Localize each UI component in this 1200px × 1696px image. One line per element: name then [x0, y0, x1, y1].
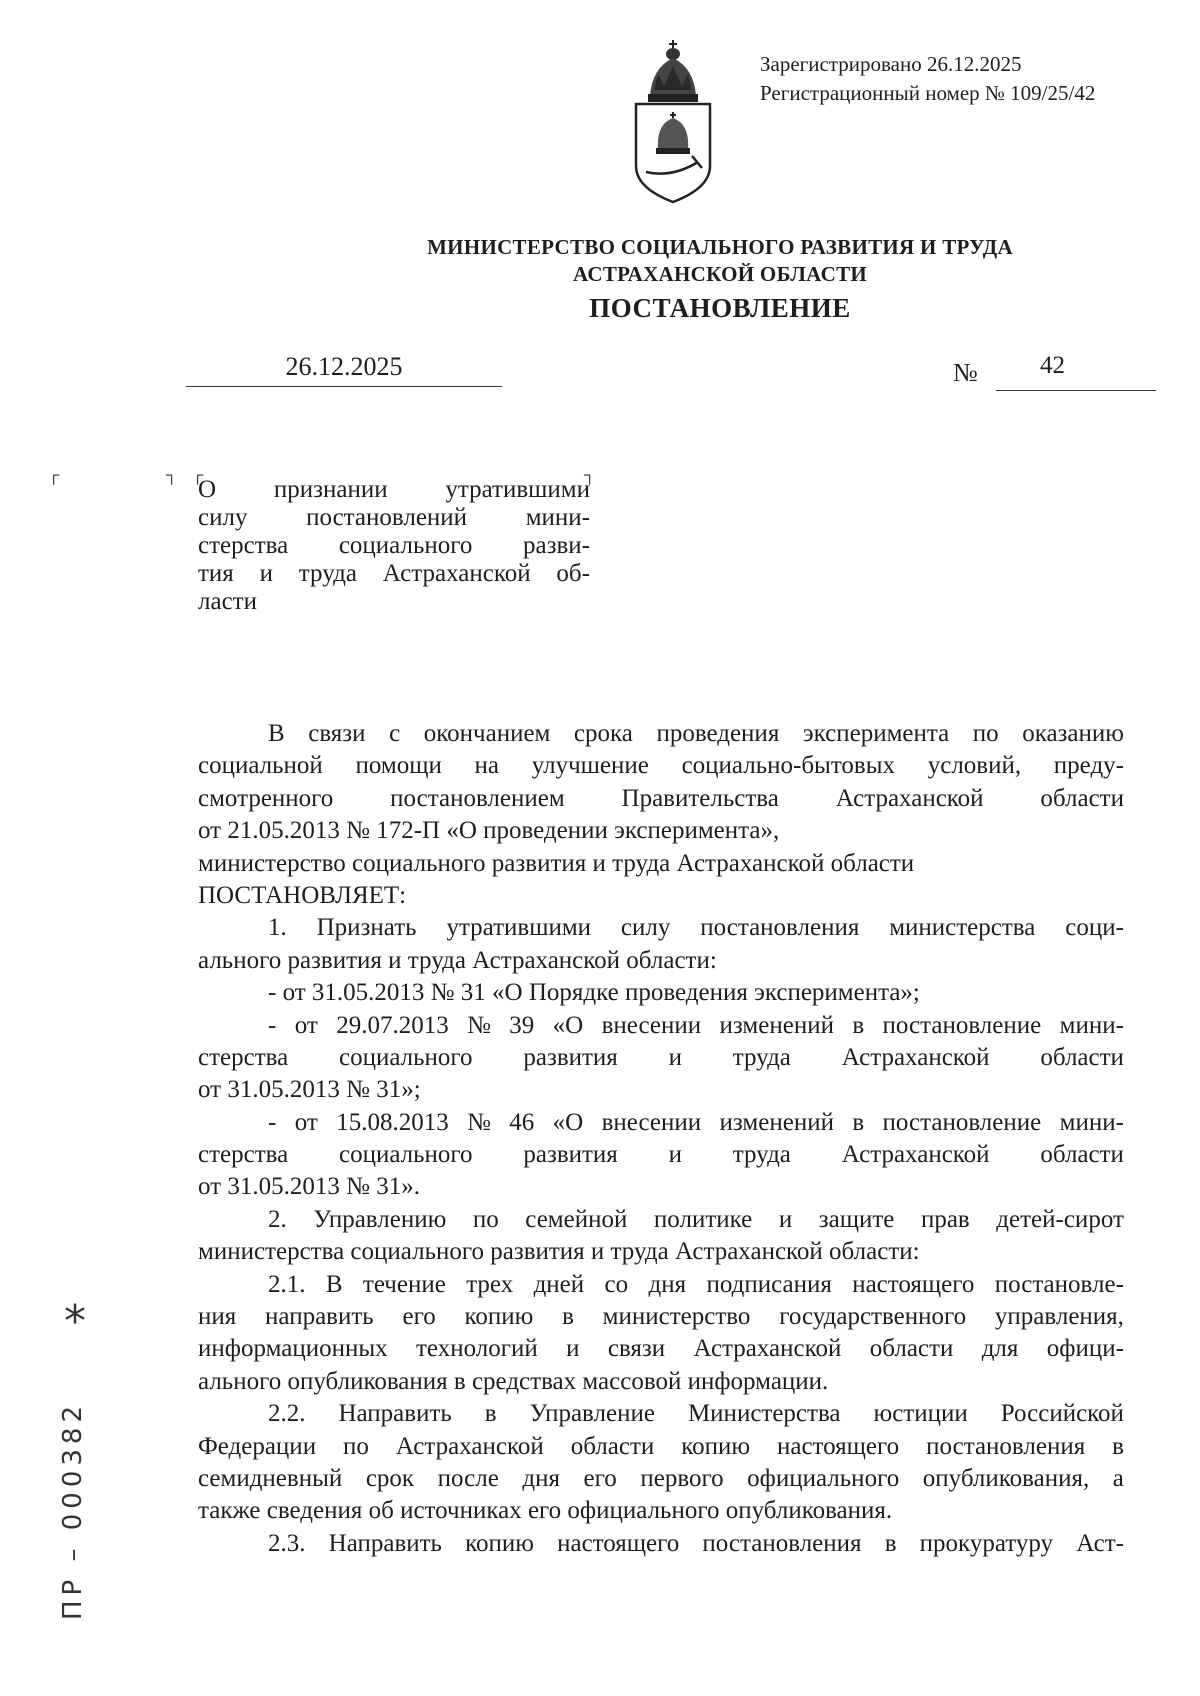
body-word: по [472, 1205, 499, 1233]
body-word: Управлению [313, 1205, 447, 1233]
body-line [198, 912, 1124, 944]
document-body [198, 718, 1124, 1560]
document-title [198, 476, 590, 616]
document-date: 26.12.2025 [285, 352, 403, 381]
body-word: Управление [529, 1400, 655, 1428]
body-word: связи [607, 1335, 666, 1363]
body-word: министерства [889, 914, 1036, 942]
margin-star: * [64, 1296, 86, 1347]
body-word: управления, [994, 1303, 1124, 1331]
title-word: постановлений [306, 504, 468, 531]
title-word: труда [298, 560, 357, 587]
body-word: соци- [1065, 914, 1124, 942]
body-word: постановлением [390, 784, 565, 812]
body-word: настоящего [557, 1529, 680, 1557]
body-word: и [668, 1141, 682, 1169]
body-word: 1. [268, 914, 287, 942]
body-word: постановления [702, 1529, 862, 1557]
body-word: на [474, 752, 500, 780]
body-word: в [1112, 1432, 1124, 1460]
body-word: социальной [198, 752, 323, 780]
title-word: разви- [523, 532, 590, 559]
title-word: об- [556, 560, 590, 587]
body-word: и [668, 1043, 682, 1071]
body-line: также сведения об источниках его официального опубликования. [198, 1497, 893, 1525]
document-heading [250, 234, 1190, 326]
body-word: области [1040, 1043, 1124, 1071]
body-word: постановле- [994, 1270, 1124, 1298]
body-word: юстиции [873, 1400, 968, 1428]
document-type: ПОСТАНОВЛЕНИЕ [589, 293, 851, 323]
title-word: ласти [198, 588, 257, 615]
body-word: Аст- [1076, 1529, 1124, 1557]
body-line [198, 1333, 1124, 1365]
body-word: труда [732, 1141, 791, 1169]
body-word: области [869, 1335, 954, 1363]
body-line [198, 1301, 1124, 1333]
body-word: стерства [198, 1141, 289, 1169]
body-word: Астраханской [395, 1432, 544, 1460]
body-word: срока [573, 720, 633, 747]
body-word: по [343, 1432, 369, 1460]
body-line [198, 1398, 1124, 1430]
number-underline [996, 390, 1156, 391]
body-word: прав [920, 1205, 970, 1233]
body-word: защите [818, 1205, 895, 1233]
body-word: а [1112, 1464, 1124, 1492]
title-word: и [259, 560, 273, 587]
body-word: труда [732, 1043, 791, 1071]
body-word: его [583, 1464, 617, 1492]
body-word: в [852, 1011, 865, 1039]
body-line [198, 1528, 1124, 1560]
title-line [198, 504, 590, 532]
title-word: Астраханской [382, 560, 531, 587]
body-word: В [268, 720, 285, 747]
body-word: дня [648, 1270, 687, 1298]
body-line [198, 1139, 1124, 1171]
body-word: внесении [601, 1108, 702, 1136]
body-word: № [467, 1011, 491, 1039]
body-word: течение [362, 1270, 446, 1298]
body-word: Направить [328, 1529, 442, 1557]
body-word: и [778, 1205, 793, 1233]
body-word: связи [308, 720, 366, 747]
body-line [198, 1269, 1124, 1301]
title-word: мини- [525, 504, 590, 531]
body-word: Астраханской [841, 1043, 990, 1071]
body-word: копию [681, 1432, 751, 1460]
body-word: развития [523, 1141, 618, 1169]
body-word: дней [533, 1270, 585, 1298]
body-word: ния [198, 1303, 237, 1331]
body-word: 2.2. [268, 1400, 306, 1428]
body-word: технологий [416, 1335, 538, 1363]
body-line: от 31.05.2013 № 31»; [198, 1076, 421, 1104]
body-word: трех [466, 1270, 514, 1298]
body-word: преду- [1053, 752, 1124, 780]
body-word: по [972, 720, 999, 747]
body-word: настоящего [776, 1432, 900, 1460]
number-label: № [953, 358, 978, 387]
body-word: «О [552, 1108, 584, 1136]
title-line [198, 560, 590, 588]
body-line [198, 1010, 1124, 1042]
body-word: области [1040, 1141, 1124, 1169]
body-word: опубликования, [922, 1464, 1090, 1492]
body-line [198, 718, 1124, 750]
body-word: области [570, 1432, 655, 1460]
body-word: информационных [198, 1335, 388, 1363]
body-word: 46 [509, 1108, 535, 1136]
title-word: признании [273, 476, 388, 503]
body-word: направить [265, 1303, 374, 1331]
body-word: «О [552, 1011, 584, 1039]
body-word: 2.1. [268, 1270, 306, 1298]
body-word: - [268, 1011, 277, 1039]
body-word: помощи [355, 752, 442, 780]
body-word: после [437, 1464, 499, 1492]
body-word: В [325, 1270, 343, 1298]
body-word: Министерства [687, 1400, 841, 1428]
title-word: утратившими [445, 476, 590, 503]
body-word: офици- [1046, 1335, 1124, 1363]
ministry-name-line2: АСТРАХАНСКОЙ ОБЛАСТИ [572, 262, 868, 286]
title-line [198, 588, 590, 616]
body-word: социально-бытовых [681, 752, 896, 780]
body-word: эксперимента [802, 720, 950, 747]
body-word: стерства [198, 1043, 289, 1071]
title-line [198, 476, 590, 504]
body-word: настоящего [852, 1270, 975, 1298]
body-word: Астраханской [835, 784, 984, 812]
body-word: в [884, 1529, 897, 1557]
body-word: Признать [316, 914, 417, 942]
body-word: семейной [525, 1205, 628, 1233]
body-line: от 31.05.2013 № 31». [198, 1173, 420, 1201]
body-line [198, 1463, 1124, 1495]
body-line: ального развития и труда Астраханской области: [198, 946, 717, 974]
body-word: в [852, 1108, 865, 1136]
corner-mark-title-left: ┌ [192, 467, 204, 484]
body-word: 15.08.2013 [336, 1108, 449, 1136]
title-word: стерства [198, 532, 289, 559]
body-word: внесении [601, 1011, 702, 1039]
body-word: силу [620, 914, 671, 942]
body-word: 29.07.2013 [336, 1011, 449, 1039]
body-word: подписания [706, 1270, 832, 1298]
body-word: постановление [882, 1011, 1042, 1039]
body-line [198, 1204, 1124, 1236]
body-word: и [566, 1335, 580, 1363]
body-line: министерство социального развития и труда Астраханской области [198, 849, 915, 877]
body-word: семидневный [198, 1464, 343, 1492]
title-word: социального [338, 532, 473, 559]
body-line [198, 1431, 1124, 1463]
body-line [198, 750, 1124, 782]
body-word: 2. [268, 1205, 287, 1233]
corner-mark-left: ┌ [48, 467, 60, 484]
body-word: политике [653, 1205, 753, 1233]
body-word: смотренного [198, 784, 334, 812]
body-word: условий, [927, 752, 1022, 780]
body-word: улучшение [531, 752, 649, 780]
body-word: мини- [1059, 1108, 1124, 1136]
body-word: мини- [1059, 1011, 1124, 1039]
title-word: тия [198, 560, 234, 587]
body-word: от [294, 1108, 318, 1136]
margin-serial-code: ПР – 000382 [58, 1400, 88, 1620]
body-word: области [1040, 784, 1124, 812]
coat-of-arms-emblem [632, 38, 714, 204]
document-number: 42 [1040, 352, 1065, 379]
body-word: Направить [338, 1400, 452, 1428]
body-word: копию [464, 1303, 534, 1331]
body-word: срок [365, 1464, 415, 1492]
body-line: ального опубликования в средствах массовой информации. [198, 1367, 829, 1395]
body-word: дня [522, 1464, 560, 1492]
body-word: изменений [719, 1108, 834, 1136]
corner-mark-title-right: ┐ [584, 467, 596, 484]
title-line [198, 532, 590, 560]
body-word: Астраханской [693, 1335, 842, 1363]
body-word: прокуратуру [919, 1529, 1054, 1557]
body-line [198, 783, 1124, 815]
body-word: № [467, 1108, 491, 1136]
body-line [198, 1042, 1124, 1074]
body-word: министерство [602, 1303, 751, 1331]
body-word: его [402, 1303, 436, 1331]
body-word: социального [339, 1043, 473, 1071]
body-line: - от 31.05.2013 № 31 «О Порядке проведения эксперимента»; [268, 979, 920, 1007]
registration-number: Регистрационный номер № 109/25/42 [760, 81, 1096, 105]
body-word: в [484, 1400, 497, 1428]
body-line: министерства социального развития и труда Астраханской области: [198, 1238, 920, 1266]
body-word: - [268, 1108, 277, 1136]
body-line [198, 1107, 1124, 1139]
body-word: со [604, 1270, 629, 1298]
title-word: О [198, 476, 217, 503]
body-word: с [389, 720, 401, 747]
corner-mark-mid: ┐ [166, 467, 178, 484]
body-word: развития [523, 1043, 618, 1071]
body-word: изменений [719, 1011, 834, 1039]
body-word: от [294, 1011, 318, 1039]
ministry-name-line1: МИНИСТЕРСТВО СОЦИАЛЬНОГО РАЗВИТИЯ И ТРУДА [427, 235, 1013, 259]
body-word: 2.3. [268, 1529, 306, 1557]
body-word: постановление [882, 1108, 1042, 1136]
date-underline [186, 386, 502, 387]
body-word: проведения [656, 720, 780, 747]
body-word: официального [747, 1464, 900, 1492]
body-word: социального [339, 1141, 473, 1169]
registration-stamp [760, 50, 1095, 108]
body-word: окончанием [423, 720, 551, 747]
body-word: в [562, 1303, 574, 1331]
body-word: постановления [926, 1432, 1086, 1460]
title-word: силу [198, 504, 248, 531]
body-word: первого [640, 1464, 724, 1492]
body-word: копию [465, 1529, 534, 1557]
body-word: для [981, 1335, 1019, 1363]
body-word: Астраханской [841, 1141, 990, 1169]
body-word: Федерации [198, 1432, 317, 1460]
body-word: оказанию [1022, 720, 1124, 747]
body-word: детей-сирот [996, 1205, 1124, 1233]
body-line: от 21.05.2013 № 172-П «О проведении эксперимента», [198, 817, 780, 845]
body-word: постановления [700, 914, 860, 942]
body-word: государственного [779, 1303, 967, 1331]
body-line: ПОСТАНОВЛЯЕТ: [198, 881, 407, 909]
body-word: утратившими [446, 914, 592, 942]
body-word: Правительства [621, 784, 779, 812]
registration-date: Зарегистрировано 26.12.2025 [760, 52, 1022, 76]
body-word: 39 [509, 1011, 535, 1039]
body-word: Российской [1000, 1400, 1124, 1428]
